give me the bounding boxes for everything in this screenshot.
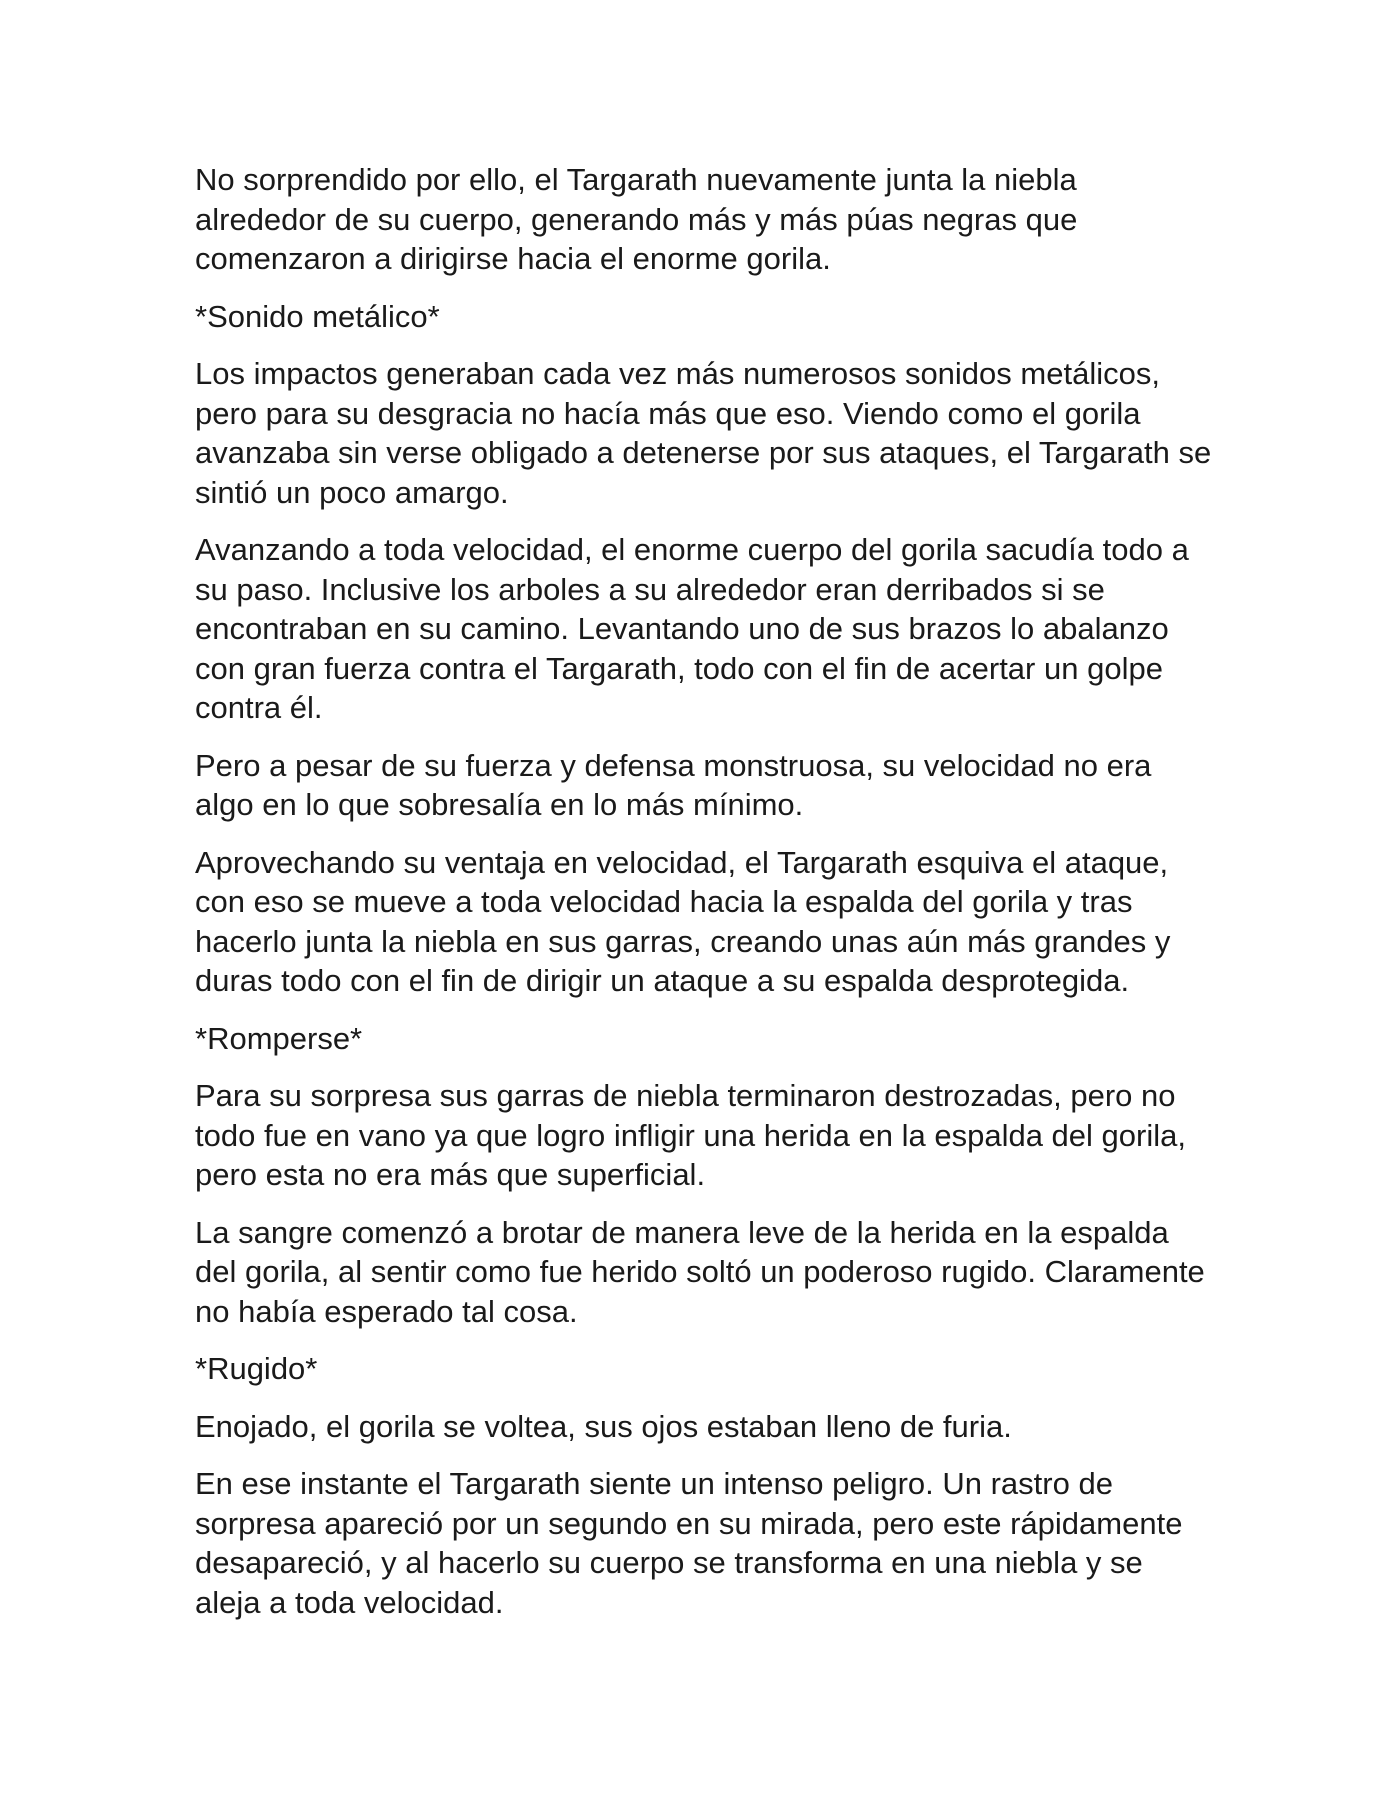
paragraph: Avanzando a toda velocidad, el enorme cuerpo del gorila sacudía todo a su paso. Inclusive los arboles a su alrededor eran derribados si se encontraban en su camino. Levantando uno de sus brazos lo abalanzo con gran fuerza contra el Targarath, todo con el fin de acertar un golpe contra él. [195,532,1189,725]
paragraph: Los impactos generaban cada vez más numerosos sonidos metálicos, pero para su desgracia no hacía más que eso. Viendo como el gorila avanzaba sin verse obligado a detenerse por sus ataques, el Targarath se sintió un poco amargo. [195,356,1212,510]
sound-effect: *Sonido metálico* [195,298,440,334]
paragraph: No sorprendido por ello, el Targarath nuevamente junta la niebla alrededor de su cuerpo, generando más y más púas negras que comenzaron a dirigirse hacia el enorme gorila. [195,162,1078,276]
paragraph: Para su sorpresa sus garras de niebla terminaron destrozadas, pero no todo fue en vano ya que logro infligir una herida en la espalda del gorila, pero esta no era más que superficial. [195,1078,1186,1192]
paragraph: En ese instante el Targarath siente un intenso peligro. Un rastro de sorpresa apareció por un segundo en su mirada, pero este rápidamente desapareció, y al hacerlo su cuerpo se transforma en una niebla y se aleja a toda velocidad. [195,1466,1183,1620]
sound-effect: *Rugido* [195,1351,318,1386]
paragraph: Aprovechando su ventaja en velocidad, el Targarath esquiva el ataque, con eso se mueve a toda velocidad hacia la espalda del gorila y tras hacerlo junta la niebla en sus garras, creando unas aún más grandes y duras todo con el fin de dirigir un ataque a su espalda desprotegida. [195,844,1171,998]
paragraph: Enojado, el gorila se voltea, sus ojos estaban lleno de furia. [195,1408,1012,1444]
sound-effect: *Romperse* [195,1020,363,1056]
paragraph: Pero a pesar de su fuerza y defensa monstruosa, su velocidad no era algo en lo que sobresalía en lo más mínimo. [195,747,1152,822]
paragraph: La sangre comenzó a brotar de manera leve de la herida en la espalda del gorila, al sentir como fue herido soltó un poderoso rugido. Claramente no había esperado tal cosa. [195,1214,1205,1329]
body-text [195,160,1215,1640]
